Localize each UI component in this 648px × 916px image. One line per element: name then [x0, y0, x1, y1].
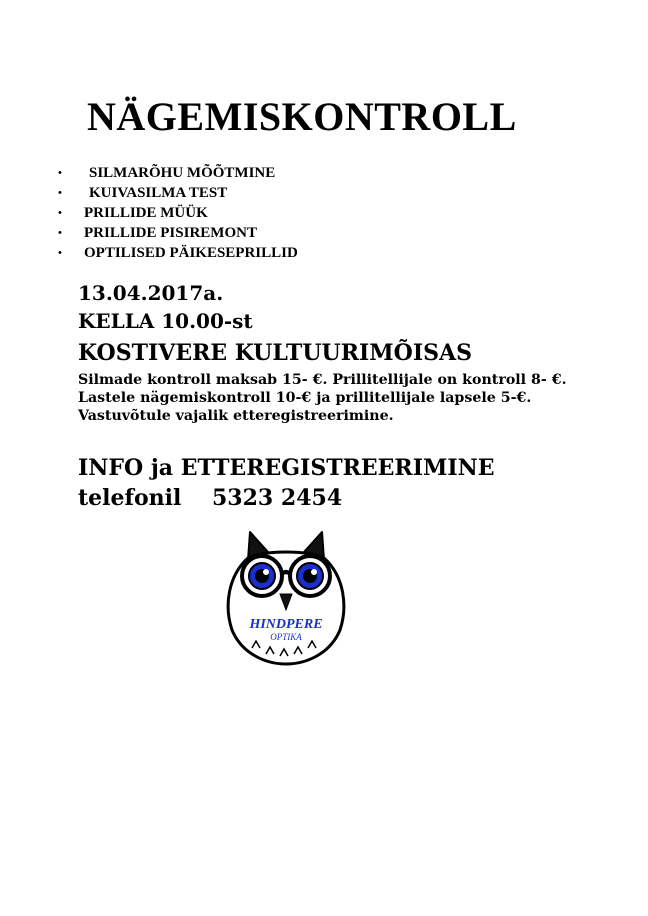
owl-logo	[222, 530, 350, 670]
service-label: KUIVASILMA TEST	[89, 185, 228, 201]
bullet: •	[58, 247, 62, 259]
service-label: SILMARÕHU MÕÕTMINE	[89, 165, 276, 181]
phone-label: telefonil	[78, 485, 182, 511]
contact-heading: INFO ja ETTEREGISTREERIMINE	[78, 455, 495, 481]
detail-line: Vastuvõtule vajalik etteregistreerimine.	[78, 408, 394, 424]
phone-line	[78, 483, 495, 513]
service-label: PRILLIDE PISIREMONT	[84, 225, 257, 241]
event-time: KELLA 10.00-st	[78, 309, 253, 333]
detail-line: Silmade kontroll maksab 15- €. Prillitellijale on kontroll 8- €.	[78, 372, 567, 388]
service-label: OPTILISED PÄIKESEPRILLID	[84, 245, 298, 261]
detail-line: Lastele nägemiskontroll 10-€ ja prillitellijale lapsele 5-€.	[78, 390, 532, 406]
brand-subtitle: OPTIKA	[270, 632, 302, 642]
contact-block	[78, 453, 495, 513]
event-venue: KOSTIVERE KULTUURIMÕISAS	[78, 340, 472, 366]
bullet: •	[58, 167, 62, 179]
brand-name: HINDPERE	[249, 617, 323, 632]
page-title: NÄGEMISKONTROLL	[87, 94, 517, 139]
bullet: •	[58, 207, 62, 219]
bullet: •	[58, 227, 62, 239]
bullet: •	[58, 187, 62, 199]
event-date: 13.04.2017a.	[78, 281, 224, 305]
price-details	[78, 371, 567, 425]
service-label: PRILLIDE MÜÜK	[84, 205, 208, 221]
phone-number: 5323 2454	[212, 485, 343, 511]
